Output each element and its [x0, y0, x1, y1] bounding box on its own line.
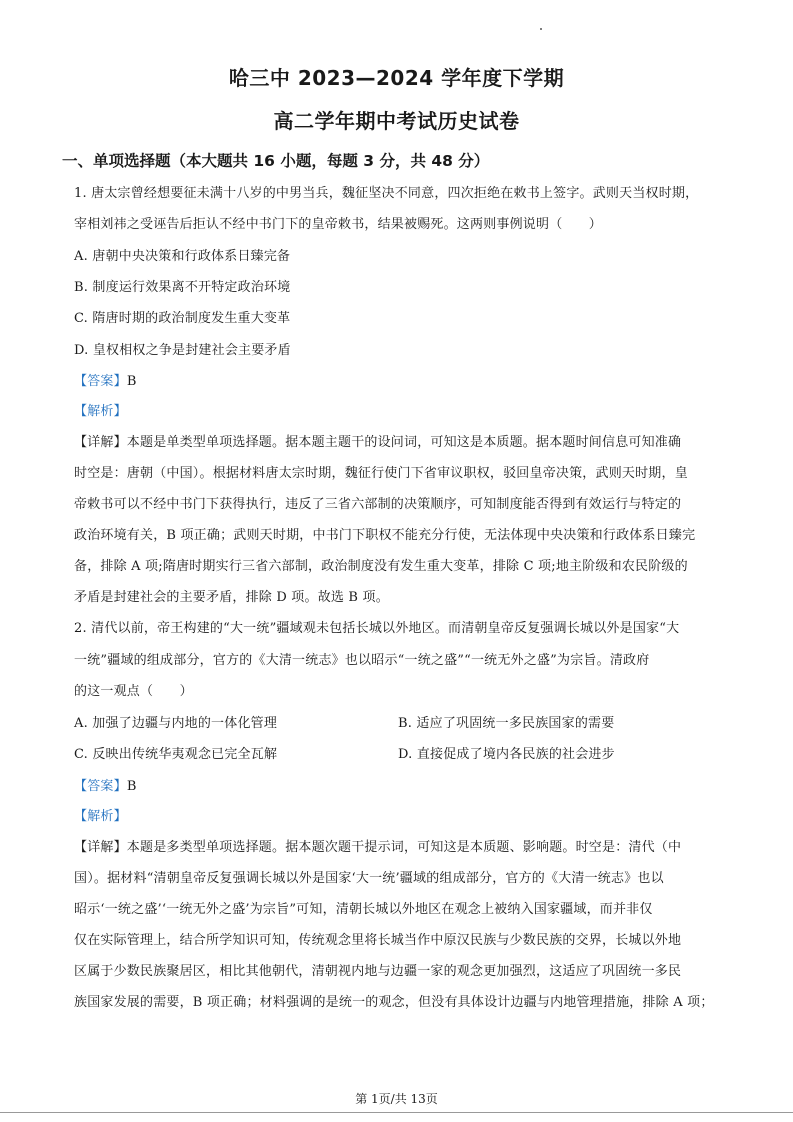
answer-value: B: [126, 779, 137, 794]
q1-answer: [74, 370, 137, 389]
page-number: 第 1页/共 13页: [355, 1092, 438, 1106]
q2-option-d: D. 直接促成了境内各民族的社会进步: [398, 747, 615, 762]
q2-option-a: A. 加强了边疆与内地的一体化管理: [74, 716, 278, 731]
q1-option-b: B. 制度运行效果离不开特定政治环境: [74, 280, 291, 295]
q1-detail-line: 政治环境有关，B 项正确；武则天时期，中书门下职权不能充分行使，无法体现中央决策和行政体系日臻完: [74, 528, 696, 543]
q1-detail-line: 备，排除 A 项;隋唐时期实行三省六部制，政治制度没有发生重大变革，排除 C 项;地主阶级和农民阶级的: [74, 559, 688, 574]
section-heading: 一、单项选择题（本大题共 16 小题，每题 3 分，共 48 分）: [62, 152, 490, 170]
answer-value: B: [126, 374, 137, 389]
q1-stem-line: 1. 唐太宗曾经想要征未满十八岁的中男当兵，魏征坚决不同意，四次拒绝在敕书上签字。武则天当权时期，: [74, 186, 699, 201]
q2-stem-line: 2. 清代以前，帝王构建的“大一统”疆域观未包括长城以外地区。而清朝皇帝反复强调长城以外是国家“大: [74, 621, 680, 636]
q1-option-d: D. 皇权相权之争是封建社会主要矛盾: [74, 343, 291, 358]
q2-detail-line: 族国家发展的需要，B 项正确；材料强调的是统一的观念，但没有具体设计边疆与内地管理措施，排除 A 项；: [74, 995, 714, 1010]
q1-detail-line: 【详解】本题是单类型单项选择题。据本题主题干的设问词，可知这是本质题。据本题时间信息可知准确: [74, 435, 682, 450]
q2-option-b: B. 适应了巩固统一多民族国家的需要: [398, 716, 615, 731]
q2-detail-line: 仅在实际管理上，结合所学知识可知，传统观念里将长城当作中原汉民族与少数民族的交界，长城以外地: [74, 933, 682, 948]
answer-tag: 【答案】: [74, 779, 127, 794]
q1-detail-line: 时空是：唐朝（中国）。根据材料唐太宗时期，魏征行使门下省审议职权，驳回皇帝决策，武则天时期，皇: [74, 466, 688, 481]
exam-title: 哈三中 2023—2024 学年度下学期: [228, 66, 565, 90]
q2-detail-line: 昭示‘一统之盛’‘一统无外之盛’为宗旨”可知，清朝长城以外地区在观念上被纳入国家疆域，而并非仅: [74, 902, 653, 917]
q2-detail-line: 区属于少数民族聚居区，相比其他朝代，清朝视内地与边疆一家的观念更加强烈，这适应了巩固统一多民: [74, 964, 682, 979]
q2-detail-line: 【详解】本题是多类型单项选择题。据本题次题干提示词，可知这是本质题、影响题。时空是：清代（中: [74, 840, 682, 855]
q1-option-c: C. 隋唐时期的政治制度发生重大变革: [74, 311, 291, 326]
q1-detail-line: 矛盾是封建社会的主要矛盾，排除 D 项。故选 B 项。: [74, 590, 389, 605]
exam-subtitle: 高二学年期中考试历史试卷: [273, 109, 520, 133]
q2-analysis-tag: 【解析】: [74, 809, 127, 824]
q2-detail-line: 国）。据材料“清朝皇帝反复强调长城以外是国家‘大一统’疆域的组成部分，官方的《大清一统志》也以: [74, 871, 664, 886]
q1-stem-line: 宰相刘祎之受诬告后拒认不经中书门下的皇帝敕书，结果被赐死。这两则事例说明（ ）: [74, 217, 603, 232]
q1-option-a: A. 唐朝中央决策和行政体系日臻完备: [74, 249, 291, 264]
footer-divider: [0, 1112, 793, 1113]
scan-dot: [540, 28, 542, 30]
q1-analysis-tag: 【解析】: [74, 404, 127, 419]
q2-option-c: C. 反映出传统华夷观念已完全瓦解: [74, 747, 278, 762]
answer-tag: 【答案】: [74, 374, 127, 389]
q2-stem-line: 的这一观点（ ）: [74, 684, 193, 699]
q2-answer: [74, 775, 137, 794]
q1-detail-line: 帝敕书可以不经中书门下获得执行，违反了三省六部制的决策顺序，可知制度能否得到有效运行与特定的: [74, 497, 682, 512]
q2-stem-line: 一统”疆域的组成部分，官方的《大清一统志》也以昭示“一统之盛”“一统无外之盛”为宗旨。清政府: [74, 653, 650, 668]
